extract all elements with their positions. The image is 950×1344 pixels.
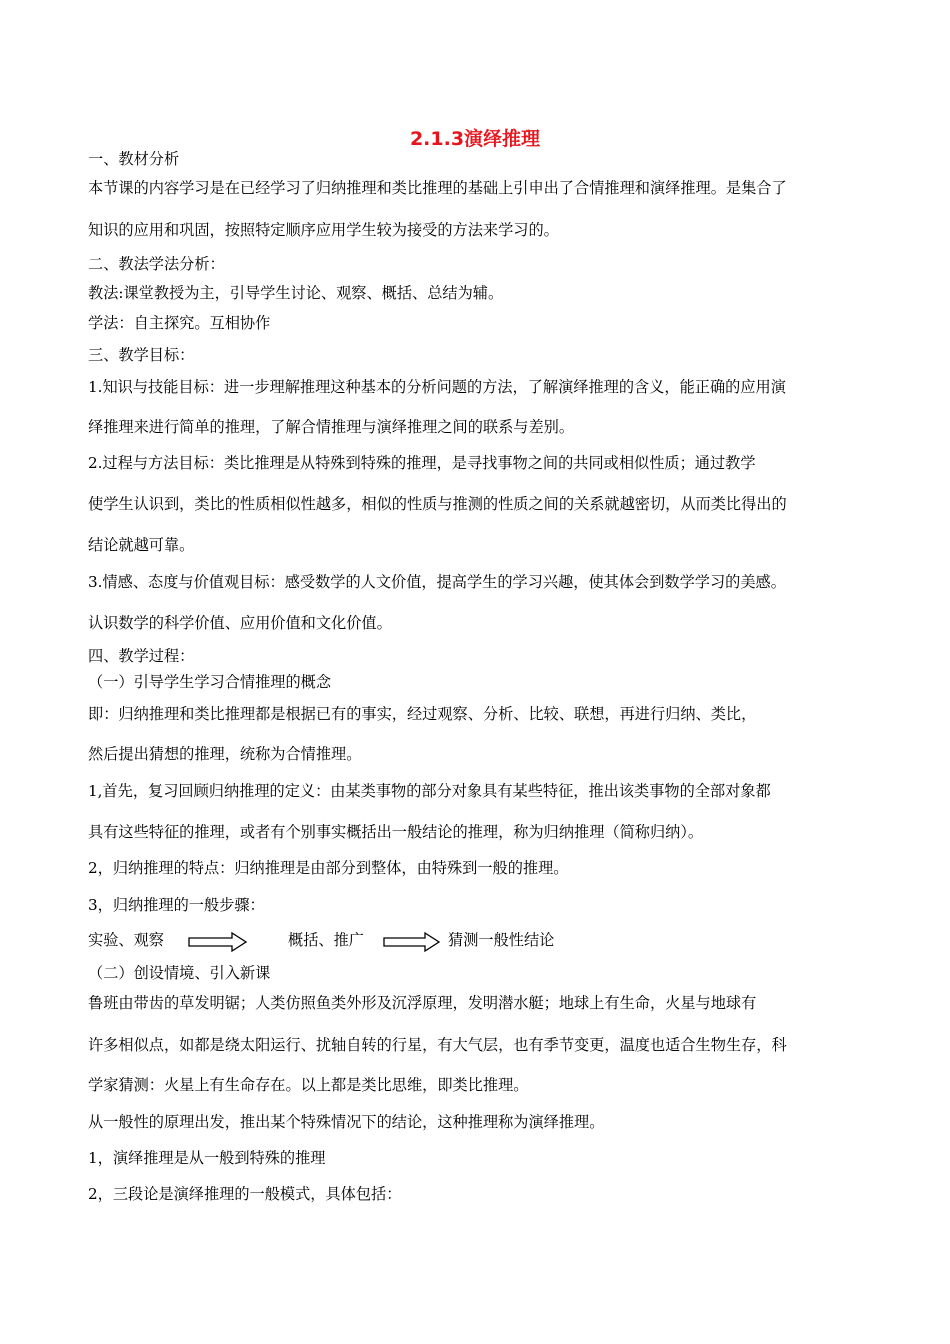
paragraph-line: 然后提出猜想的推理，统称为合情推理。 bbox=[88, 745, 362, 763]
paragraph-line: 2，三段论是演绎推理的一般模式，具体包括： bbox=[88, 1185, 402, 1203]
induction-steps-flow bbox=[88, 930, 878, 954]
paragraph-line: 学法：自主探究。互相协作 bbox=[88, 314, 271, 332]
paragraph-line: 鲁班由带齿的草发明锯；人类仿照鱼类外形及沉浮原理，发明潜水艇；地球上有生命，火星与地球有 bbox=[88, 994, 757, 1012]
section-heading-1: 一、教材分析 bbox=[88, 150, 180, 168]
paragraph-line: 1,首先，复习回顾归纳推理的定义：由某类事物的部分对象具有某些特征，推出该类事物的全部对象都 bbox=[88, 782, 771, 800]
paragraph-line: 3.情感、态度与价值观目标：感受数学的人文价值，提高学生的学习兴趣，使其体会到数学学习的美感。 bbox=[88, 573, 786, 591]
paragraph-line: 许多相似点，如都是绕太阳运行、扰轴自转的行星，有大气层，也有季节变更，温度也适合生物生存，科 bbox=[88, 1036, 787, 1054]
paragraph-line: 绎推理来进行简单的推理，了解合情推理与演绎推理之间的联系与差别。 bbox=[88, 418, 574, 436]
paragraph-line: 3，归纳推理的一般步骤： bbox=[88, 896, 265, 914]
paragraph-line: 本节课的内容学习是在已经学习了归纳推理和类比推理的基础上引申出了合情推理和演绎推理。是集合了 bbox=[88, 179, 787, 197]
subsection-heading: （二）创设情境、引入新课 bbox=[88, 964, 271, 982]
paragraph-line: 2.过程与方法目标：类比推理是从特殊到特殊的推理，是寻找事物之间的共同或相似性质；通过教学 bbox=[88, 454, 756, 472]
paragraph-line: 具有这些特征的推理，或者有个别事实概括出一般结论的推理，称为归纳推理（简称归纳）。 bbox=[88, 823, 704, 841]
section-heading-3: 三、教学目标： bbox=[88, 346, 195, 364]
paragraph-line: 1.知识与技能目标：进一步理解推理这种基本的分析问题的方法，了解演绎推理的含义，能正确的应用演 bbox=[88, 378, 786, 396]
flow-arrow-icon bbox=[188, 932, 248, 952]
paragraph-line: 结论就越可靠。 bbox=[88, 536, 195, 554]
paragraph-line: 认识数学的科学价值、应用价值和文化价值。 bbox=[88, 614, 392, 632]
flow-step-3: 猜测一般性结论 bbox=[448, 931, 555, 949]
flow-step-1: 实验、观察 bbox=[88, 931, 164, 949]
paragraph-line: 2，归纳推理的特点：归纳推理是由部分到整体，由特殊到一般的推理。 bbox=[88, 859, 569, 877]
paragraph-line: 教法:课堂教授为主，引导学生讨论、观察、概括、总结为辅。 bbox=[88, 284, 504, 302]
section-heading-4: 四、教学过程： bbox=[88, 647, 195, 665]
paragraph-line: 使学生认识到，类比的性质相似性越多，相似的性质与推测的性质之间的关系就越密切，从而类比得出的 bbox=[88, 495, 787, 513]
paragraph-line: 即：归纳推理和类比推理都是根据已有的事实，经过观察、分析、比较、联想，再进行归纳、类比， bbox=[88, 705, 757, 723]
paragraph-line: 1，演绎推理是从一般到特殊的推理 bbox=[88, 1149, 326, 1167]
paragraph-line: 学家猜测：火星上有生命存在。以上都是类比思维，即类比推理。 bbox=[88, 1076, 529, 1094]
paragraph-line: 知识的应用和巩固，按照特定顺序应用学生较为接受的方法来学习的。 bbox=[88, 221, 559, 239]
section-heading-2: 二、教法学法分析： bbox=[88, 255, 225, 273]
subsection-heading: （一）引导学生学习合情推理的概念 bbox=[88, 673, 331, 691]
flow-step-2: 概括、推广 bbox=[288, 931, 364, 949]
flow-arrow-icon bbox=[383, 932, 441, 952]
paragraph-line: 从一般性的原理出发，推出某个特殊情况下的结论，这种推理称为演绎推理。 bbox=[88, 1113, 605, 1131]
document-title: 2.1.3演绎推理 bbox=[409, 128, 541, 150]
